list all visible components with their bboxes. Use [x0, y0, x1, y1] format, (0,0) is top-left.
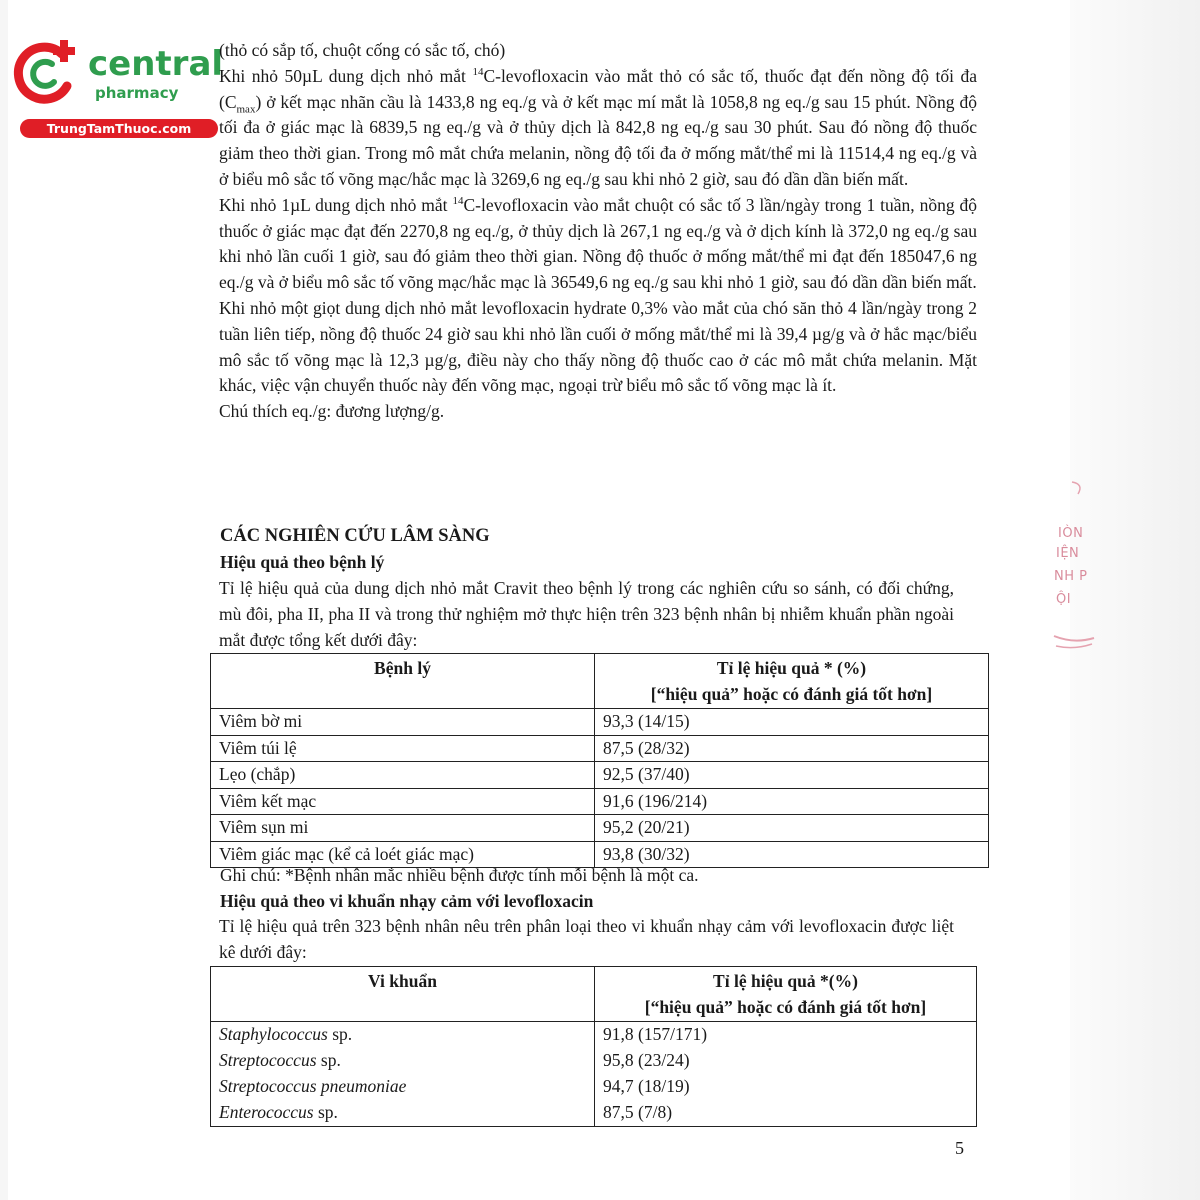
table-header-row: [211, 967, 977, 1022]
logo-subtitle: pharmacy: [95, 84, 179, 102]
header-efficacy: Tỉ lệ hiệu quả * (%) [“hiệu quả” hoặc có đánh giá tốt hơn]: [595, 654, 989, 709]
header-disease: Bệnh lý: [211, 654, 595, 709]
section-title: CÁC NGHIÊN CỨU LÂM SÀNG: [220, 526, 490, 546]
intro-paragraph-1: Tỉ lệ hiệu quả của dung dịch nhỏ mắt Cravit theo bệnh lý trong các nghiên cứu so sánh, có đối chứng, mù đôi, pha II, pha II và trong thử nghiệm mở thực hiện trên 323 bệnh nhân bị nhiễm khuẩn phần ngoài mắt được tổng kết dưới đây:: [219, 578, 954, 650]
paragraph: (thỏ có sắp tố, chuột cống có sắc tố, chó): [219, 40, 506, 60]
table-row: Viêm giác mạc (kể cả loét giác mạc) 93,8 (30/32): [211, 841, 989, 868]
stamp-text: IÒN: [1058, 526, 1084, 541]
subheading-by-bacteria: Hiệu quả theo vi khuẩn nhạy cảm với levofloxacin: [220, 891, 594, 911]
intro-paragraph-2: Tỉ lệ hiệu quả trên 323 bệnh nhân nêu trên phân loại theo vi khuẩn nhạy cảm với levofloxacin được liệt kê dưới đây:: [219, 916, 954, 962]
table-row: Viêm sụn mi 95,2 (20/21): [211, 815, 989, 842]
stamp-text: NH P: [1054, 569, 1088, 584]
logo-brand: central: [88, 44, 224, 84]
subheading-by-disease: Hiệu quả theo bệnh lý: [220, 552, 385, 572]
paragraph: Khi nhỏ một giọt dung dịch nhỏ mắt levofloxacin hydrate 0,3% vào mắt của chó săn thỏ 4 lần/ngày trong 2 tuần liên tiếp, nồng độ thuốc 24 giờ sau khi nhỏ lần cuối ở mống mắt/thể mi là 39,4 µg/g và ở hắc mạc/biểu mô sắc tố võng mạc là 12,3 µg/g, điều này cho thấy nồng độ thuốc cao ở các mô mắt chứa melanin. Mặt khác, việc vận chuyển thuốc này đến võng mạc, ngoại trừ biểu mô sắc tố võng mạc là ít.: [219, 297, 977, 396]
pharmacy-cross-c-icon: [12, 40, 78, 106]
paragraph: Chú thích eq./g: đương lượng/g.: [219, 401, 445, 422]
table-row: Lẹo (chắp) 92,5 (37/40): [211, 762, 989, 789]
header-bacteria: Vi khuẩn: [211, 967, 595, 1022]
paragraph: Khi nhỏ 50µL dung dịch nhỏ mắt $^{14}$C-levofloxacin vào mắt thỏ có sắc tố, thuốc đạt đến nồng độ tối đa $(C_{max})$ ở kết mạc nhãn cầu là 1433,8 ng eq./g và ở kết mạc mí mắt là 1058,8 ng eq./g sau 15 phút. Nồng độ tối đa ở giác mạc là 6839,5 ng eq./g và ở thủy dịch là 842,8 ng eq./g sau 30 phút. Sau đó nồng độ thuốc giảm theo thời gian. Trong mô mắt chứa melanin, nồng độ tối đa ở mống mắt/thể mi là 11514,4 ng eq./g và ở biểu mô sắc tố võng mạc/hắc mạc là 3269,6 ng eq./g sau khi nhỏ 2 giờ, sau đó dần dần biến mất.: [219, 65, 977, 189]
table-row: Enterococcus sp. 87,5 (7/8): [211, 1100, 977, 1126]
stamp-text: IỆN: [1056, 546, 1080, 561]
paragraph: Khi nhỏ 1µL dung dịch nhỏ mắt $^{14}$C-levofloxacin vào mắt chuột có sắc tố 3 lần/ngày trong 1 tuần, nồng độ thuốc ở giác mạc đạt đến 2270,8 ng eq./g, ở thủy dịch là 267,1 ng eq./g và ở dịch kính là 372,0 ng eq./g sau khi nhỏ lần cuối 1 giờ, sau đó giảm theo thời gian. Nồng độ thuốc ở mống mắt/thể mi đạt đến 185047,6 ng eq./g và ở biểu mô sắc tố võng mạc/hắc mạc là 36549,6 ng eq./g sau khi nhỏ 1 giờ, sau đó dần dần biến mất.: [219, 194, 978, 293]
page-number: 5: [955, 1138, 964, 1158]
header-efficacy: Tỉ lệ hiệu quả *(%) [“hiệu quả” hoặc có đánh giá tốt hơn]: [595, 967, 977, 1022]
stamp-ring-icon: [1044, 476, 1096, 656]
page-edge: [0, 0, 8, 1200]
official-stamp-fragment: [1044, 476, 1096, 656]
table-row: Viêm bờ mi 93,3 (14/15): [211, 709, 989, 736]
table-row: Streptococcus sp. 95,8 (23/24): [211, 1048, 977, 1074]
table-row: Viêm túi lệ 87,5 (28/32): [211, 735, 989, 762]
table-row: Staphylococcus sp. 91,8 (157/171): [211, 1022, 977, 1048]
table-row: Viêm kết mạc 91,6 (196/214): [211, 788, 989, 815]
efficacy-by-bacteria-table: [210, 966, 977, 1127]
table-row: Streptococcus pneumoniae 94,7 (18/19): [211, 1074, 977, 1100]
stamp-text: ỘI: [1056, 592, 1072, 607]
central-pharmacy-logo[interactable]: [8, 38, 224, 138]
efficacy-by-disease-table: [210, 653, 989, 868]
table-note: Ghi chú: *Bệnh nhân mắc nhiều bệnh được tính mỗi bệnh là một ca.: [220, 865, 699, 885]
logo-website[interactable]: TrungTamThuoc.com: [20, 119, 218, 138]
table-header-row: [211, 654, 989, 709]
pharmacokinetics-text: [219, 38, 977, 425]
